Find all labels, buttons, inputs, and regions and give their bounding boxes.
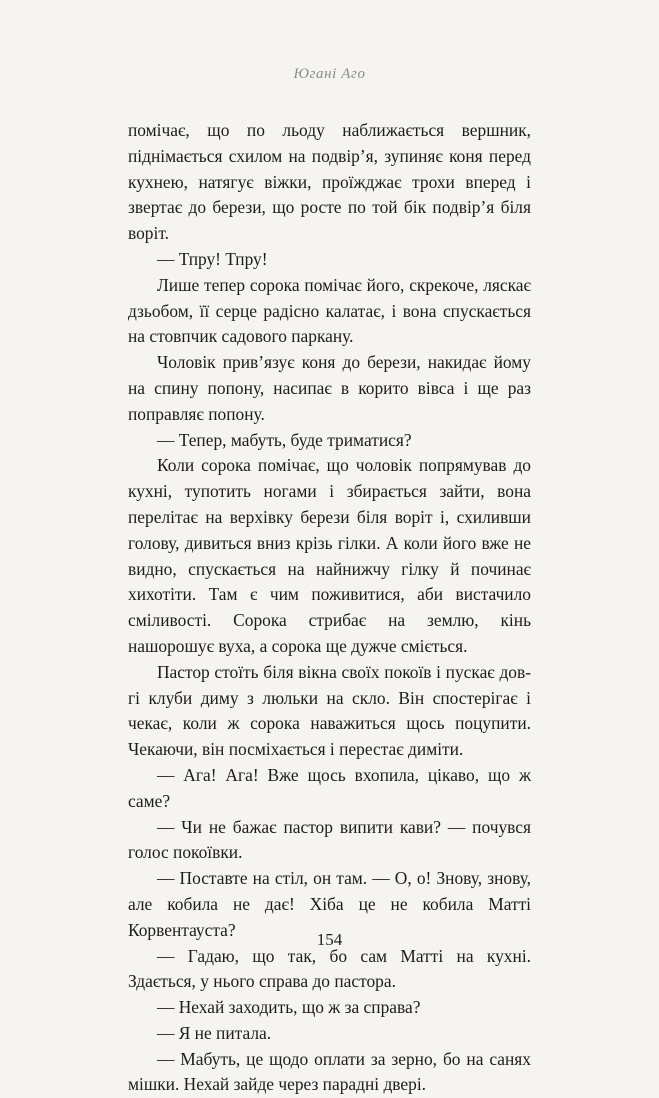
paragraph: — Мабуть, це щодо оплати за зерно, бо на санях мішки. Нехай зайде через парадні двері. xyxy=(128,1048,531,1095)
paragraph: Лише тепер сорока помічає його, скрекоче, ляскає дзьобом, її серце радісно калатає, і вона спускається на стовпчик садового паркану. xyxy=(128,274,531,347)
page-number: 154 xyxy=(316,930,343,949)
paragraph: — Тепер, мабуть, буде триматися? xyxy=(157,429,412,450)
paragraph: Чоловік прив’язує коня до берези, накидає йому на спину попону, насипає в корито вівса і ще раз поправляє попону. xyxy=(128,352,531,424)
body-text xyxy=(128,118,531,1098)
paragraph: помічає, що по льоду наближається вершник, піднімається схилом на подвір’я, зупиняє коня перед кухнею, натягує віжки, проїжджає трохи вперед і звертає до берези, що росте по той бік подвір’я біля воріт. xyxy=(128,120,531,244)
paragraph: — Гадаю, що так, бо сам Матті на кухні. Здається, у нього справа до пастора. xyxy=(128,945,531,992)
paragraph: — Тпру! Тпру! xyxy=(157,248,268,269)
paragraph: — Чи не бажає пастор випити кави? — почувся голос покоївки. xyxy=(128,816,531,863)
running-header: Югані Аго xyxy=(293,66,366,82)
paragraph: Пастор стоїть біля вікна своїх покоїв і пускає довгі клуби диму з люльки на скло. Він спостерігає і чекає, коли ж сорока наважиться щось поцупити. Чекаючи, він посміхається і перестає диміти. xyxy=(128,661,531,760)
paragraph: — Нехай заходить, що ж за справа? xyxy=(157,997,421,1018)
paragraph: — Я не питала. xyxy=(157,1022,272,1043)
paragraph: — Ага! Ага! Вже щось вхопила, цікаво, що ж саме? xyxy=(128,764,531,811)
paragraph: — Поставте на стіл, он там. — О, о! Знову, знову, але кобила не дає! Хіба це не кобила Матті Корвентауста? xyxy=(128,868,531,940)
paragraph: Коли сорока помічає, що чоловік попрямував до кухні, тупотить ногами і збирається зайти, вона перелітає на верхівку берези біля воріт і, схиливши голову, дивиться вниз крізь гілки. А коли його вже не видно, спускається на найнижчу гілку й починає хихотіти. Там є чим поживитися, аби вистачило сміливості. Сорока стрибає на землю, кінь нашорошує вуха, а сорока ще дужче сміється. xyxy=(128,455,531,656)
